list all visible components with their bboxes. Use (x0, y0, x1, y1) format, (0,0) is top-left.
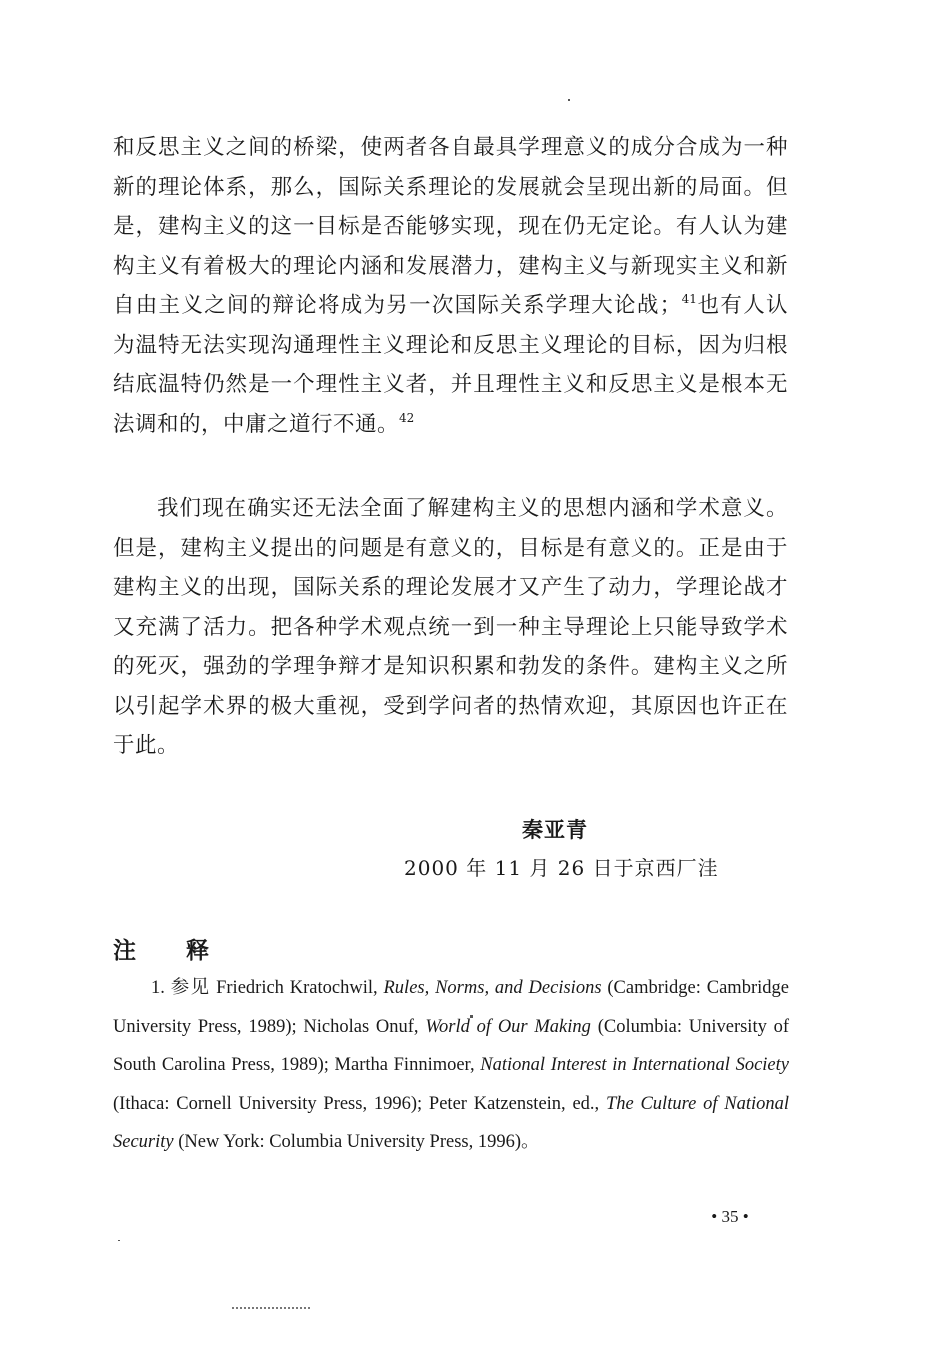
book-title: National Interest in International Society (480, 1055, 789, 1075)
note-number: 1. 参见 (151, 978, 211, 998)
author-signature: 秦亚青 (522, 818, 588, 842)
note-text: (Cambridge: Cambridge University Press, 1989); Nicholas Onuf, (113, 978, 789, 1037)
paragraph-text: 和反思主义之间的桥梁，使两者各自最具学理意义的成分合成为一种新的理论体系，那么，国际关系理论的发展就会呈现出新的局面。但是，建构主义的这一目标是否能够实现，现在仍无定论。有人认为建构主义有着极大的理论内涵和发展潜力，建构主义与新现实主义和新自由主义之间的辩论将成为另一次国际关系学理大论战； (113, 135, 788, 318)
footnote-ref-41: 41 (681, 292, 697, 306)
page-number: • 35 • (711, 1207, 749, 1226)
body-paragraph-1 (113, 128, 788, 444)
note-text: (Columbia: University of South Carolina Press, 1989); Martha Finnimoer, (113, 1016, 790, 1075)
book-title: Rules, Norms, and Decisions (383, 978, 602, 998)
note-text: (Ithaca: Cornell University Press, 1996); Peter Katzenstein, ed., (113, 1093, 606, 1114)
scan-speck (568, 99, 570, 101)
paragraph-text: 我们现在确实还无法全面了解建构主义的思想内涵和学术意义。但是，建构主义提出的问题是有意义的，目标是有意义的。正是由于建构主义的出现，国际关系的理论发展才又产生了动力，学理论战才又充满了活力。把各种学术观点统一到一种主导理论上只能导致学术的死灭，强劲的学理争辩才是知识积累和勃发的条件。建构主义之所以引起学术界的极大重视，受到学问者的热情欢迎，其原因也许正在于此。 (113, 496, 788, 758)
note-text: Friedrich Kratochwil, (210, 978, 384, 998)
footnote-ref-42: 42 (399, 410, 415, 425)
notes-heading: 注 释 (113, 938, 224, 964)
scan-artifact-rule (232, 1307, 310, 1311)
footnote-1 (113, 969, 789, 1162)
body-paragraph-2 (113, 489, 788, 766)
book-title: The Culture of National Security (113, 1093, 790, 1152)
paragraph-text: 也有人认为温特无法实现沟通理性主义理论和反思主义理论的目标，因为归根结底温特仍然是一个理性主义者，并且理性主义和反思主义是根本无法调和的，中庸之道行不通。 (113, 293, 788, 437)
book-title: World of Our Making (425, 1016, 591, 1037)
scan-speck (118, 1240, 120, 1241)
signature-date-place: 2000 年 11 月 26 日于京西厂洼 (404, 856, 719, 880)
note-text: (New York: Columbia University Press, 1996)。 (173, 1132, 540, 1152)
